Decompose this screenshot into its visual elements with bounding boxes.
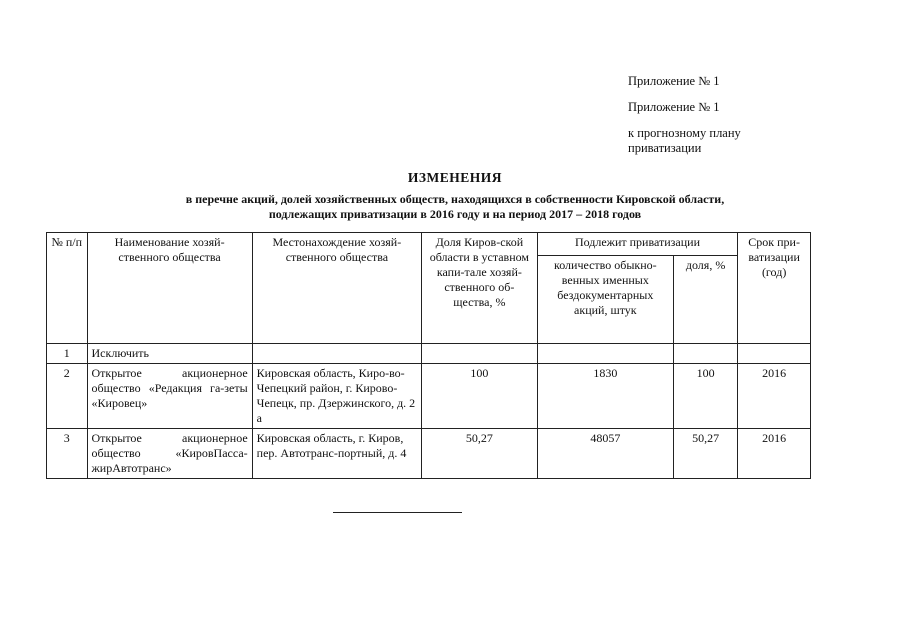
header-qty: количество обыкно-венных именных бездокументарных акций, штук: [537, 256, 673, 344]
signature-divider: [333, 512, 462, 513]
cell-term: 2016: [738, 429, 811, 479]
cell-qty: 1830: [537, 364, 673, 429]
title-heading: ИЗМЕНЕНИЯ: [407, 170, 503, 185]
cell-location: Кировская область, г. Киров, пер. Автотранс-портный, д. 4: [252, 429, 421, 479]
header-share: Доля Киров-ской области в уставном капи-тале хозяй-ственного об-щества, %: [422, 233, 538, 344]
header-pct: доля, %: [673, 256, 737, 344]
appendix-block: [628, 74, 828, 156]
appendix-line-2: Приложение № 1: [628, 100, 720, 114]
table-header-row: [47, 233, 811, 256]
header-num: № п/п: [47, 233, 88, 344]
title-sub-1: в перечне акций, долей хозяйственных обществ, находящихся в собственности Кировской области,: [185, 192, 725, 206]
cell-qty: [537, 344, 673, 364]
header-name: Наименование хозяй-ственного общества: [87, 233, 252, 344]
cell-pct: 50,27: [673, 429, 737, 479]
table-row: [47, 364, 811, 429]
cell-term: [738, 344, 811, 364]
table-row: [47, 344, 811, 364]
cell-num: 2: [47, 364, 88, 429]
table-row: [47, 429, 811, 479]
cell-pct: 100: [673, 364, 737, 429]
cell-name: Исключить: [87, 344, 252, 364]
cell-num: 3: [47, 429, 88, 479]
header-location: Местонахождение хозяй-ственного общества: [252, 233, 421, 344]
title-sub-2: подлежащих приватизации в 2016 году и на период 2017 – 2018 годов: [268, 207, 642, 221]
cell-location: [252, 344, 421, 364]
appendix-line-1: Приложение № 1: [628, 74, 720, 88]
cell-pct: [673, 344, 737, 364]
privatization-table: [46, 232, 811, 479]
cell-name: Открытое акционерное общество «КировПасса-жирАвтотранс»: [87, 429, 252, 479]
cell-name: Открытое акционерное общество «Редакция га-зеты «Кировец»: [87, 364, 252, 429]
cell-term: 2016: [738, 364, 811, 429]
appendix-line-3: к прогнозному плану: [628, 126, 741, 140]
cell-qty: 48057: [537, 429, 673, 479]
appendix-line-4: приватизации: [628, 141, 702, 155]
header-term: Срок при-ватизации (год): [738, 233, 811, 344]
cell-share: [422, 344, 538, 364]
cell-location: Кировская область, Киро-во-Чепецкий район, г. Кирово-Чепецк, пр. Дзержинского, д. 2 а: [252, 364, 421, 429]
cell-share: 100: [422, 364, 538, 429]
cell-num: 1: [47, 344, 88, 364]
cell-share: 50,27: [422, 429, 538, 479]
header-privatization: Подлежит приватизации: [537, 233, 738, 256]
document-title: [60, 170, 850, 222]
